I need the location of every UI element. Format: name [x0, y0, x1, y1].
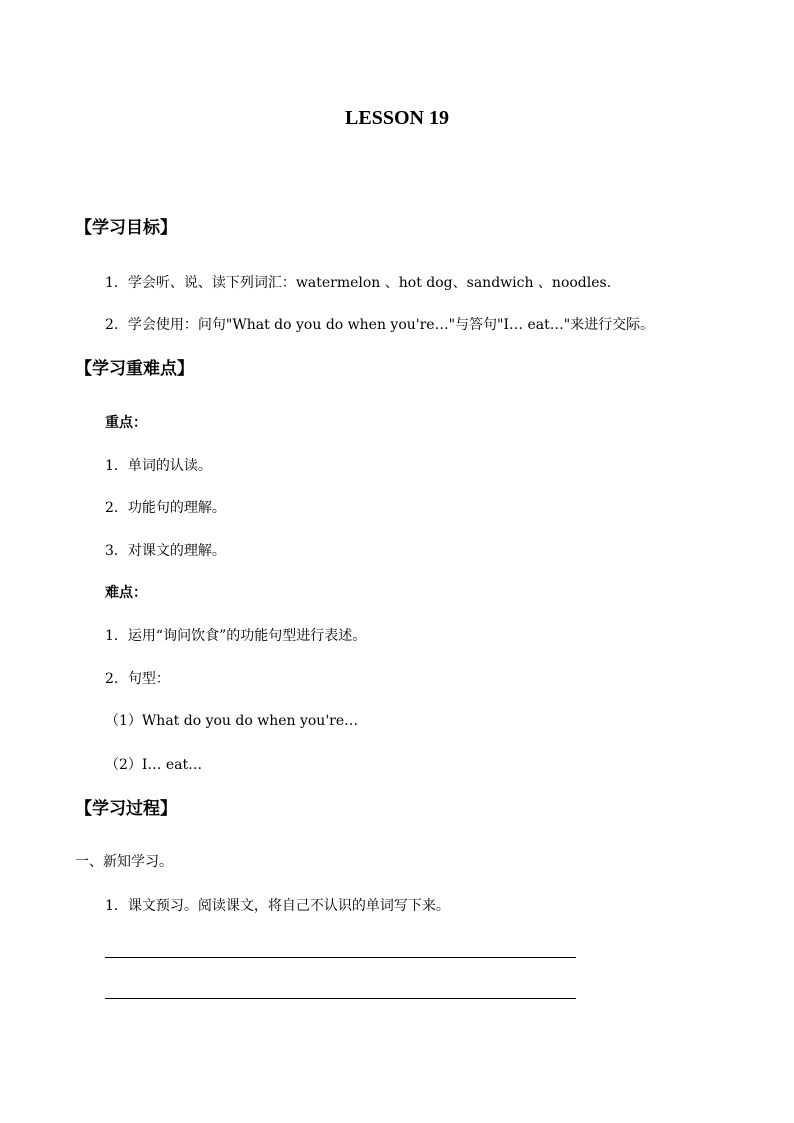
process-heading: 【学习过程】	[75, 799, 177, 819]
difficult-points-label: 难点：	[105, 585, 147, 601]
sentence-pattern-1: （1）What do you do when you're…	[105, 713, 359, 729]
answer-line-2[interactable]	[105, 998, 576, 999]
objective-item-1: 1．学会听、说、读下列词汇：watermelon 、hot dog、sandwich 、noodles.	[105, 275, 612, 291]
key-point-item-2: 2．功能句的理解。	[105, 500, 226, 516]
sentence-pattern-2: （2）I… eat…	[105, 757, 203, 773]
lesson-title: LESSON 19	[345, 107, 449, 129]
answer-line-1[interactable]	[105, 957, 576, 958]
key-points-label: 重点：	[105, 415, 147, 431]
process-part-1: 一、新知学习。	[75, 854, 173, 870]
difficult-point-item-1: 1．运用“询问饮食”的功能句型进行表述。	[105, 628, 367, 644]
objective-item-2: 2．学会使用：问句"What do you do when you're…"与答句"I… eat…"来进行交际。	[105, 317, 655, 333]
objectives-heading: 【学习目标】	[75, 218, 177, 238]
key-point-item-3: 3．对课文的理解。	[105, 543, 226, 559]
process-step-1: 1．课文预习。阅读课文，将自己不认识的单词写下来。	[105, 898, 450, 914]
key-point-item-1: 1．单词的认读。	[105, 458, 212, 474]
focus-heading: 【学习重难点】	[75, 359, 194, 379]
difficult-point-item-2: 2．句型：	[105, 671, 170, 687]
